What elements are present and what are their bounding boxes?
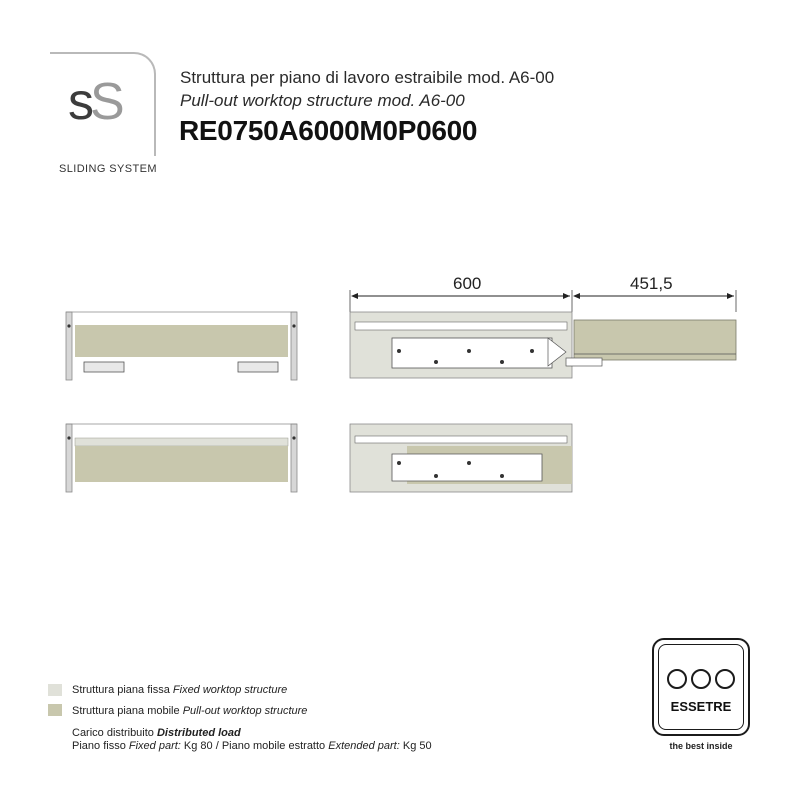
side-view-extended	[350, 312, 736, 378]
logo-letter-large: S	[90, 73, 121, 131]
legend-mobile	[72, 705, 307, 717]
load-fixed-en: Fixed part:	[128, 740, 181, 752]
essetre-logo-inner	[658, 644, 744, 730]
load-heading-en: Distributed load	[156, 727, 241, 739]
load-mobile-en: Extended part:	[328, 740, 400, 752]
product-code: RE0750A6000M0P0600	[179, 115, 478, 146]
load-detail	[72, 740, 432, 752]
load-fixed-value: Kg 80 /	[183, 740, 219, 752]
logo-caption: SLIDING SYSTEM	[59, 163, 157, 175]
front-view-extended	[66, 312, 297, 380]
load-mobile-it: Piano mobile estratto	[221, 740, 326, 752]
legend-fixed-it: Struttura piana fissa	[72, 684, 170, 696]
brand-name: ESSETRE	[670, 699, 732, 714]
legend-fixed-en: Fixed worktop structure	[172, 684, 288, 696]
logo-letter-small: s	[68, 73, 90, 131]
ring-icon	[667, 669, 687, 689]
legend-swatch-mobile	[48, 704, 62, 716]
essetre-logo	[652, 638, 750, 736]
ring-icon	[691, 669, 711, 689]
load-heading	[72, 727, 241, 739]
title-italian: Struttura per piano di lavoro estraibile mod. A6-00	[180, 68, 555, 87]
load-fixed-it: Piano fisso	[72, 740, 126, 752]
legend-mobile-en: Pull-out worktop structure	[182, 705, 308, 717]
legend-mobile-it: Struttura piana mobile	[72, 705, 180, 717]
pullout-panel-front-closed	[75, 446, 288, 482]
dimension-extension: 451,5	[630, 274, 673, 293]
brand-tagline: the best inside	[669, 741, 733, 751]
legend-fixed	[72, 684, 287, 696]
front-view-closed	[66, 424, 297, 492]
legend-swatch-fixed	[48, 684, 62, 696]
title-english: Pull-out worktop structure mod. A6-00	[180, 91, 465, 110]
load-heading-it: Carico distribuito	[72, 727, 154, 739]
dimension-closed-length: 600	[453, 274, 482, 293]
pullout-panel-front	[75, 325, 288, 357]
load-mobile-value: Kg 50	[402, 740, 432, 752]
dimension-lines	[350, 290, 736, 312]
ring-icon	[715, 669, 735, 689]
side-view-closed	[350, 424, 572, 492]
fixed-panel-front	[75, 438, 288, 446]
